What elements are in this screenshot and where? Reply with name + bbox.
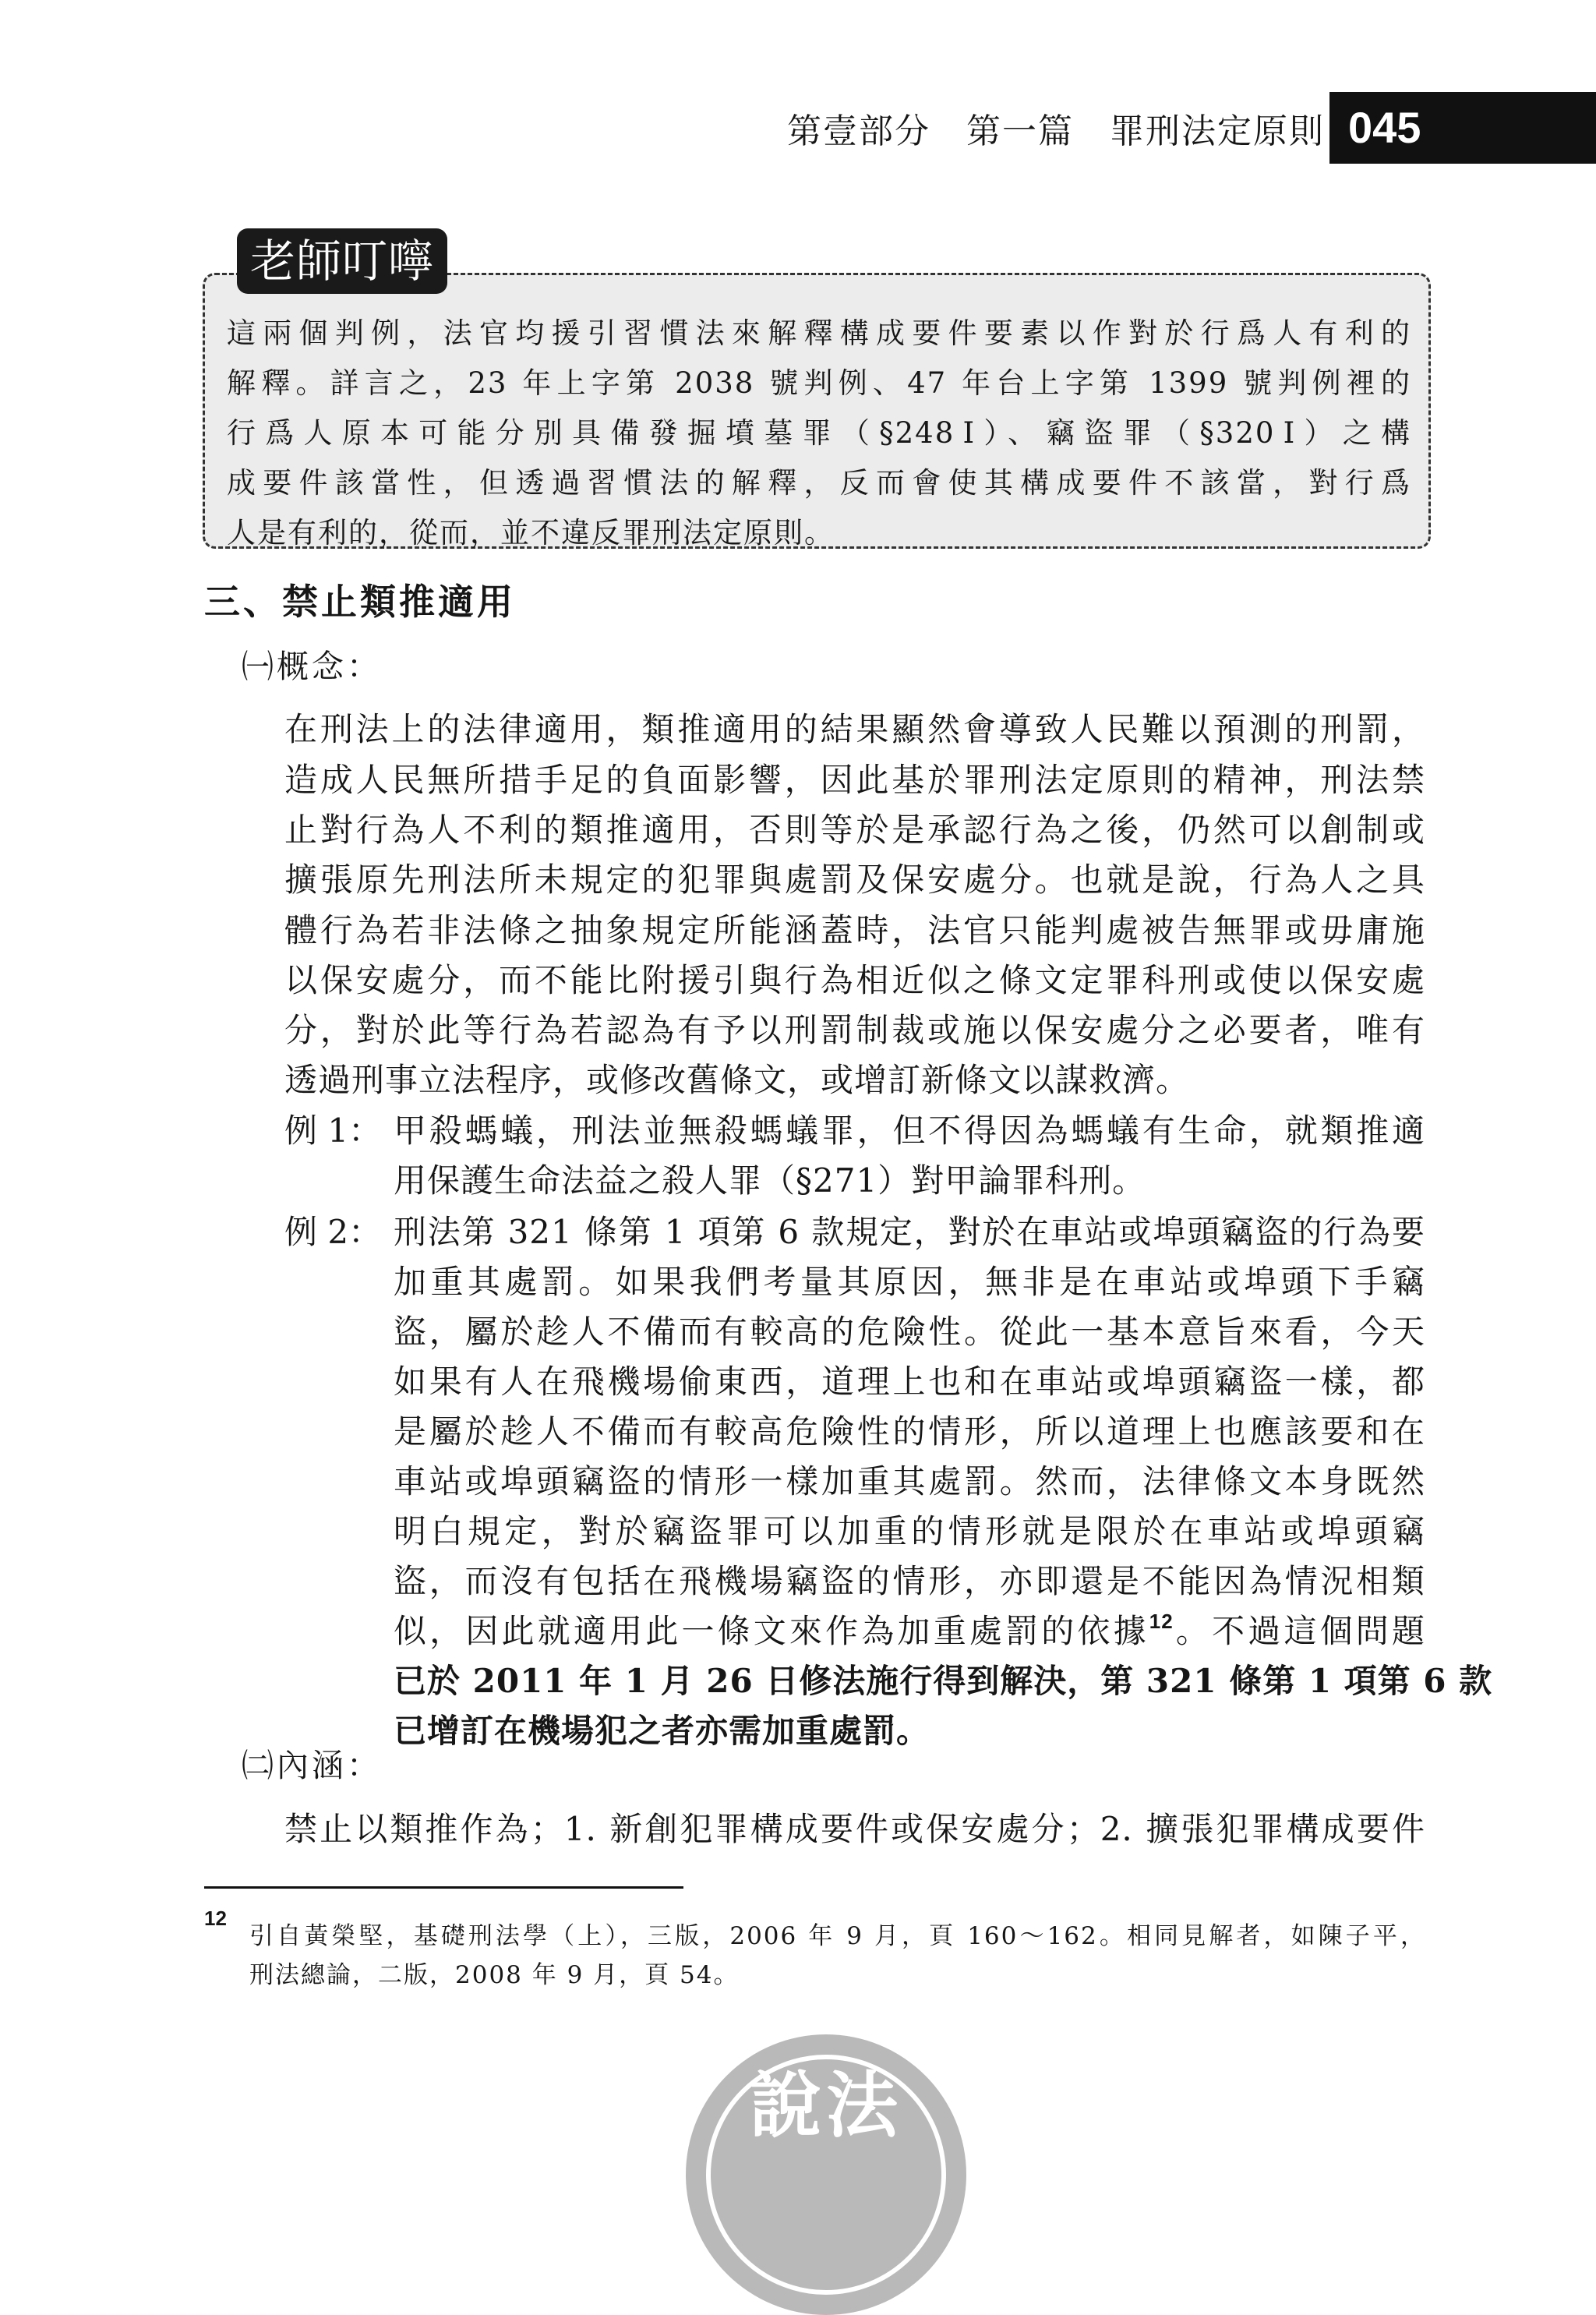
footnote-line: 引自黃榮堅，基礎刑法學（上），三版，2006 年 9 月，頁 160～162。相同見解者，如陳子平， bbox=[249, 1922, 1426, 1950]
example-2-line: 是屬於趁人不備而有較高危險性的情形，所以道理上也應該要和在 bbox=[394, 1412, 1425, 1451]
example-1-line: 用保護生命法益之殺人罪（§271）對甲論罪科刑。 bbox=[394, 1161, 1146, 1200]
paragraph-line: 在刑法上的法律適用，類推適用的結果顯然會導致人民難以預測的刑罰， bbox=[284, 710, 1425, 748]
page-number: 045 bbox=[1329, 92, 1596, 164]
concept-heading: ㈠概念： bbox=[242, 648, 382, 685]
watermark-seal-text: 說法 bbox=[749, 2063, 902, 2147]
example-1-line: 甲殺螞蟻，刑法並無殺螞蟻罪，但不得因為螞蟻有生命，就類推適 bbox=[394, 1112, 1425, 1150]
example-1-label: 例 1： bbox=[284, 1112, 382, 1150]
footnote-mark: 12 bbox=[204, 1907, 227, 1930]
example-2-line-with-footnote bbox=[394, 1606, 1425, 1652]
teacher-note-box bbox=[203, 273, 1431, 549]
footnote-ref-12: 12 bbox=[1149, 1610, 1174, 1633]
note-line: 行爲人原本可能分別具備發掘墳墓罪（§248Ⅰ）、竊盜罪（§320Ⅰ）之構 bbox=[227, 416, 1411, 450]
example-2-line: 已增訂在機場犯之者亦需加重處罰。 bbox=[394, 1712, 930, 1750]
note-line: 解釋。詳言之，23 年上字第 2038 號判例、47 年台上字第 1399 號判例裡的 bbox=[227, 366, 1411, 400]
content-line: 禁止以類推作為；1. 新創犯罪構成要件或保安處分；2. 擴張犯罪構成要件 bbox=[284, 1810, 1425, 1848]
note-line: 人是有利的，從而，並不違反罪刑法定原則。 bbox=[227, 516, 835, 550]
example-2-line: 車站或埠頭竊盜的情形一樣加重其處罰。然而，法律條文本身既然 bbox=[394, 1462, 1425, 1500]
paragraph-line: 透過刑事立法程序，或修改舊條文，或增訂新條文以謀救濟。 bbox=[284, 1061, 1190, 1099]
example-2-line: 已於 2011 年 1 月 26 日修法施行得到解決，第 321 條第 1 項第 6 款 bbox=[394, 1662, 1493, 1700]
example-2-line-tail: 。不過這個問題 bbox=[1173, 1612, 1425, 1650]
example-2-line: 如果有人在飛機場偷東西，道理上也和在車站或埠頭竊盜一樣，都 bbox=[394, 1362, 1425, 1401]
example-2-label: 例 2： bbox=[284, 1213, 382, 1251]
note-line: 成要件該當性，但透過習慣法的解釋，反而會使其構成要件不該當，對行爲 bbox=[227, 466, 1411, 500]
example-2-line: 盜，而沒有包括在飛機場竊盜的情形，亦即還是不能因為情況相類 bbox=[394, 1562, 1425, 1600]
example-2-line: 加重其處罰。如果我們考量其原因，無非是在車站或埠頭下手竊 bbox=[394, 1263, 1425, 1301]
footnote-line: 刑法總論，二版，2008 年 9 月，頁 54。 bbox=[249, 1961, 740, 1989]
footnote-rule bbox=[204, 1886, 683, 1889]
example-2-line: 明白規定，對於竊盜罪可以加重的情形就是限於在車站或埠頭竊 bbox=[394, 1512, 1425, 1550]
paragraph-line: 擴張原先刑法所未規定的犯罪與處罰及保安處分。也就是說，行為人之具 bbox=[284, 861, 1425, 899]
paragraph-line: 以保安處分，而不能比附援引與行為相近似之條文定罪科刑或使以保安處 bbox=[284, 961, 1425, 999]
paragraph-line: 分，對於此等行為若認為有予以刑罰制裁或施以保安處分之必要者，唯有 bbox=[284, 1011, 1425, 1049]
running-header-title: 第壹部分 第一篇 罪刑法定原則 bbox=[787, 111, 1325, 151]
content-heading: ㈡內涵： bbox=[242, 1747, 382, 1784]
note-line: 這兩個判例，法官均援引習慣法來解釋構成要件要素以作對於行爲人有利的 bbox=[227, 316, 1411, 350]
section-heading: 三、禁止類推適用 bbox=[204, 581, 516, 623]
teacher-note-tag: 老師叮嚀 bbox=[237, 228, 447, 294]
paragraph-line: 止對行為人不利的類推適用，否則等於是承認行為之後，仍然可以創制或 bbox=[284, 811, 1425, 849]
paragraph-line: 造成人民無所措手足的負面影響，因此基於罪刑法定原則的精神，刑法禁 bbox=[284, 761, 1425, 799]
example-2-line: 盜，屬於趁人不備而有較高的危險性。從此一基本意旨來看，今天 bbox=[394, 1313, 1425, 1351]
example-2-line: 刑法第 321 條第 1 項第 6 款規定，對於在車站或埠頭竊盜的行為要 bbox=[394, 1213, 1425, 1251]
example-2-line-text: 似，因此就適用此一條文來作為加重處罰的依據 bbox=[394, 1612, 1149, 1650]
paragraph-line: 體行為若非法條之抽象規定所能涵蓋時，法官只能判處被告無罪或毋庸施 bbox=[284, 911, 1425, 949]
